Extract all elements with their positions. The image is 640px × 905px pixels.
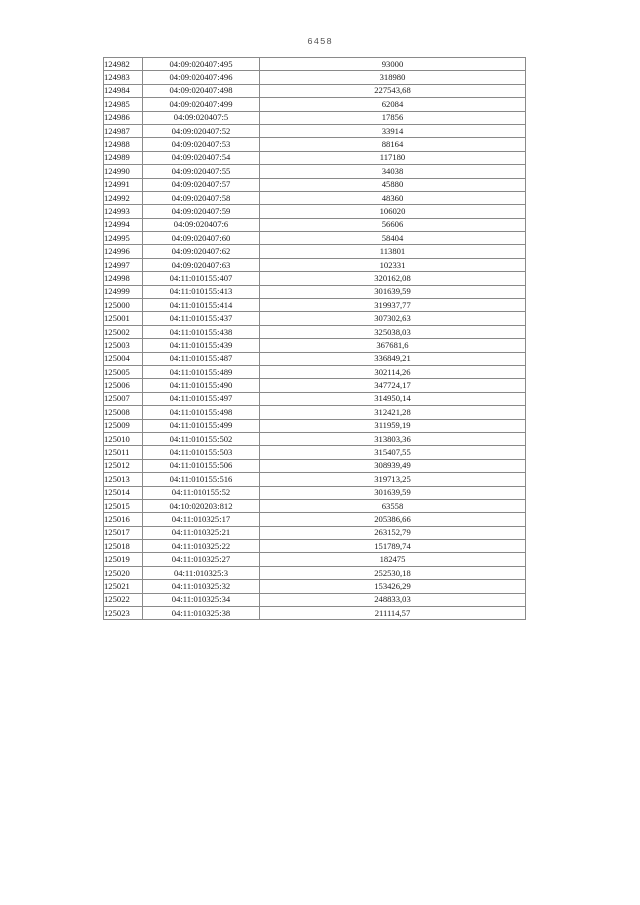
value-cell: 320162,08: [260, 272, 526, 285]
value-cell: 205386,66: [260, 513, 526, 526]
row-id-cell: 124999: [104, 285, 143, 298]
row-id-cell: 124989: [104, 151, 143, 164]
row-id-cell: 124985: [104, 98, 143, 111]
table-row: [104, 432, 526, 445]
cadastral-number-cell: 04:11:010325:22: [143, 540, 260, 553]
row-id-cell: 125000: [104, 299, 143, 312]
value-cell: 106020: [260, 205, 526, 218]
table-row: [104, 406, 526, 419]
table-row: [104, 419, 526, 432]
row-id-cell: 125020: [104, 566, 143, 579]
row-id-cell: 125008: [104, 406, 143, 419]
cadastral-number-cell: 04:09:020407:6: [143, 218, 260, 231]
row-id-cell: 125014: [104, 486, 143, 499]
table-row: [104, 392, 526, 405]
cadastral-number-cell: 04:09:020407:53: [143, 138, 260, 151]
row-id-cell: 125015: [104, 499, 143, 512]
row-id-cell: 124982: [104, 58, 143, 71]
table-row: [104, 459, 526, 472]
value-cell: 58404: [260, 232, 526, 245]
value-cell: 227543,68: [260, 84, 526, 97]
table-row: [104, 607, 526, 620]
cadastral-number-cell: 04:11:010325:17: [143, 513, 260, 526]
cadastral-number-cell: 04:11:010155:489: [143, 365, 260, 378]
table-row: [104, 232, 526, 245]
cadastral-number-cell: 04:11:010155:487: [143, 352, 260, 365]
cadastral-number-cell: 04:11:010155:516: [143, 473, 260, 486]
value-cell: 182475: [260, 553, 526, 566]
row-id-cell: 125009: [104, 419, 143, 432]
cadastral-number-cell: 04:11:010325:3: [143, 566, 260, 579]
cadastral-number-cell: 04:11:010155:413: [143, 285, 260, 298]
table-row: [104, 312, 526, 325]
row-id-cell: 124994: [104, 218, 143, 231]
row-id-cell: 124997: [104, 258, 143, 271]
table-row: [104, 178, 526, 191]
page-number: 6458: [307, 37, 333, 47]
value-cell: 113801: [260, 245, 526, 258]
value-cell: 33914: [260, 124, 526, 137]
value-cell: 367681,6: [260, 339, 526, 352]
table-row: [104, 58, 526, 71]
cadastral-number-cell: 04:11:010155:490: [143, 379, 260, 392]
table-row: [104, 446, 526, 459]
table-row: [104, 84, 526, 97]
row-id-cell: 125005: [104, 365, 143, 378]
row-id-cell: 124984: [104, 84, 143, 97]
cadastral-number-cell: 04:11:010155:498: [143, 406, 260, 419]
row-id-cell: 124991: [104, 178, 143, 191]
table-row: [104, 191, 526, 204]
value-cell: 17856: [260, 111, 526, 124]
value-cell: 311959,19: [260, 419, 526, 432]
row-id-cell: 125006: [104, 379, 143, 392]
value-cell: 34038: [260, 165, 526, 178]
row-id-cell: 125007: [104, 392, 143, 405]
row-id-cell: 125021: [104, 580, 143, 593]
cadastral-number-cell: 04:11:010155:497: [143, 392, 260, 405]
row-id-cell: 125016: [104, 513, 143, 526]
cadastral-number-cell: 04:11:010325:21: [143, 526, 260, 539]
cadastral-number-cell: 04:09:020407:52: [143, 124, 260, 137]
row-id-cell: 124987: [104, 124, 143, 137]
value-cell: 318980: [260, 71, 526, 84]
value-cell: 248833,03: [260, 593, 526, 606]
row-id-cell: 125013: [104, 473, 143, 486]
value-cell: 319937,77: [260, 299, 526, 312]
table-row: [104, 486, 526, 499]
cadastral-number-cell: 04:11:010155:439: [143, 339, 260, 352]
value-cell: 308939,49: [260, 459, 526, 472]
cadastral-number-cell: 04:09:020407:62: [143, 245, 260, 258]
value-cell: 151789,74: [260, 540, 526, 553]
cadastral-number-cell: 04:09:020407:63: [143, 258, 260, 271]
cadastral-number-cell: 04:09:020407:498: [143, 84, 260, 97]
table-row: [104, 566, 526, 579]
cadastral-number-cell: 04:09:020407:495: [143, 58, 260, 71]
table-row: [104, 379, 526, 392]
cadastral-number-cell: 04:09:020407:58: [143, 191, 260, 204]
value-cell: 102331: [260, 258, 526, 271]
value-cell: 336849,21: [260, 352, 526, 365]
cadastral-number-cell: 04:09:020407:5: [143, 111, 260, 124]
value-cell: 302114,26: [260, 365, 526, 378]
table-row: [104, 540, 526, 553]
value-cell: 314950,14: [260, 392, 526, 405]
table-row: [104, 365, 526, 378]
value-cell: 325038,03: [260, 325, 526, 338]
value-cell: 301639,59: [260, 285, 526, 298]
row-id-cell: 125011: [104, 446, 143, 459]
row-id-cell: 124986: [104, 111, 143, 124]
table-body: [104, 58, 526, 620]
value-cell: 252530,18: [260, 566, 526, 579]
table-row: [104, 98, 526, 111]
value-cell: 313803,36: [260, 432, 526, 445]
cadastral-number-cell: 04:09:020407:496: [143, 71, 260, 84]
value-cell: 312421,28: [260, 406, 526, 419]
row-id-cell: 124990: [104, 165, 143, 178]
row-id-cell: 124998: [104, 272, 143, 285]
value-cell: 263152,79: [260, 526, 526, 539]
cadastral-number-cell: 04:09:020407:54: [143, 151, 260, 164]
table-row: [104, 473, 526, 486]
cadastral-number-cell: 04:11:010155:499: [143, 419, 260, 432]
cadastral-number-cell: 04:10:020203:812: [143, 499, 260, 512]
table-row: [104, 526, 526, 539]
cadastral-number-cell: 04:11:010155:407: [143, 272, 260, 285]
table-row: [104, 553, 526, 566]
cadastral-number-cell: 04:11:010325:32: [143, 580, 260, 593]
row-id-cell: 125003: [104, 339, 143, 352]
cadastral-number-cell: 04:09:020407:59: [143, 205, 260, 218]
value-cell: 62084: [260, 98, 526, 111]
data-table: [103, 57, 526, 620]
table-row: [104, 245, 526, 258]
row-id-cell: 125001: [104, 312, 143, 325]
table-row: [104, 593, 526, 606]
value-cell: 319713,25: [260, 473, 526, 486]
value-cell: 93000: [260, 58, 526, 71]
row-id-cell: 125019: [104, 553, 143, 566]
table-row: [104, 71, 526, 84]
table-row: [104, 325, 526, 338]
cadastral-number-cell: 04:11:010155:502: [143, 432, 260, 445]
value-cell: 347724,17: [260, 379, 526, 392]
value-cell: 315407,55: [260, 446, 526, 459]
cadastral-number-cell: 04:11:010155:506: [143, 459, 260, 472]
table-row: [104, 111, 526, 124]
cadastral-number-cell: 04:09:020407:499: [143, 98, 260, 111]
value-cell: 153426,29: [260, 580, 526, 593]
row-id-cell: 125012: [104, 459, 143, 472]
row-id-cell: 125018: [104, 540, 143, 553]
row-id-cell: 125010: [104, 432, 143, 445]
row-id-cell: 124992: [104, 191, 143, 204]
row-id-cell: 124995: [104, 232, 143, 245]
table-row: [104, 299, 526, 312]
cadastral-number-cell: 04:11:010155:437: [143, 312, 260, 325]
value-cell: 301639,59: [260, 486, 526, 499]
table-row: [104, 285, 526, 298]
row-id-cell: 124993: [104, 205, 143, 218]
cadastral-number-cell: 04:11:010325:38: [143, 607, 260, 620]
cadastral-number-cell: 04:11:010155:414: [143, 299, 260, 312]
table-row: [104, 124, 526, 137]
row-id-cell: 125002: [104, 325, 143, 338]
row-id-cell: 124983: [104, 71, 143, 84]
cadastral-number-cell: 04:11:010155:438: [143, 325, 260, 338]
row-id-cell: 124988: [104, 138, 143, 151]
row-id-cell: 125004: [104, 352, 143, 365]
table-row: [104, 138, 526, 151]
row-id-cell: 125023: [104, 607, 143, 620]
value-cell: 45880: [260, 178, 526, 191]
cadastral-number-cell: 04:11:010155:52: [143, 486, 260, 499]
table-row: [104, 151, 526, 164]
row-id-cell: 125022: [104, 593, 143, 606]
table-row: [104, 218, 526, 231]
table-row: [104, 499, 526, 512]
value-cell: 307302,63: [260, 312, 526, 325]
cadastral-number-cell: 04:11:010325:34: [143, 593, 260, 606]
table-row: [104, 352, 526, 365]
value-cell: 211114,57: [260, 607, 526, 620]
row-id-cell: 124996: [104, 245, 143, 258]
cadastral-number-cell: 04:09:020407:60: [143, 232, 260, 245]
value-cell: 117180: [260, 151, 526, 164]
value-cell: 63558: [260, 499, 526, 512]
table-row: [104, 165, 526, 178]
table-row: [104, 513, 526, 526]
table-row: [104, 205, 526, 218]
value-cell: 48360: [260, 191, 526, 204]
table-row: [104, 272, 526, 285]
table-row: [104, 339, 526, 352]
table-row: [104, 580, 526, 593]
cadastral-number-cell: 04:11:010155:503: [143, 446, 260, 459]
cadastral-number-cell: 04:11:010325:27: [143, 553, 260, 566]
table-row: [104, 258, 526, 271]
row-id-cell: 125017: [104, 526, 143, 539]
cadastral-number-cell: 04:09:020407:55: [143, 165, 260, 178]
value-cell: 56606: [260, 218, 526, 231]
value-cell: 88164: [260, 138, 526, 151]
cadastral-number-cell: 04:09:020407:57: [143, 178, 260, 191]
